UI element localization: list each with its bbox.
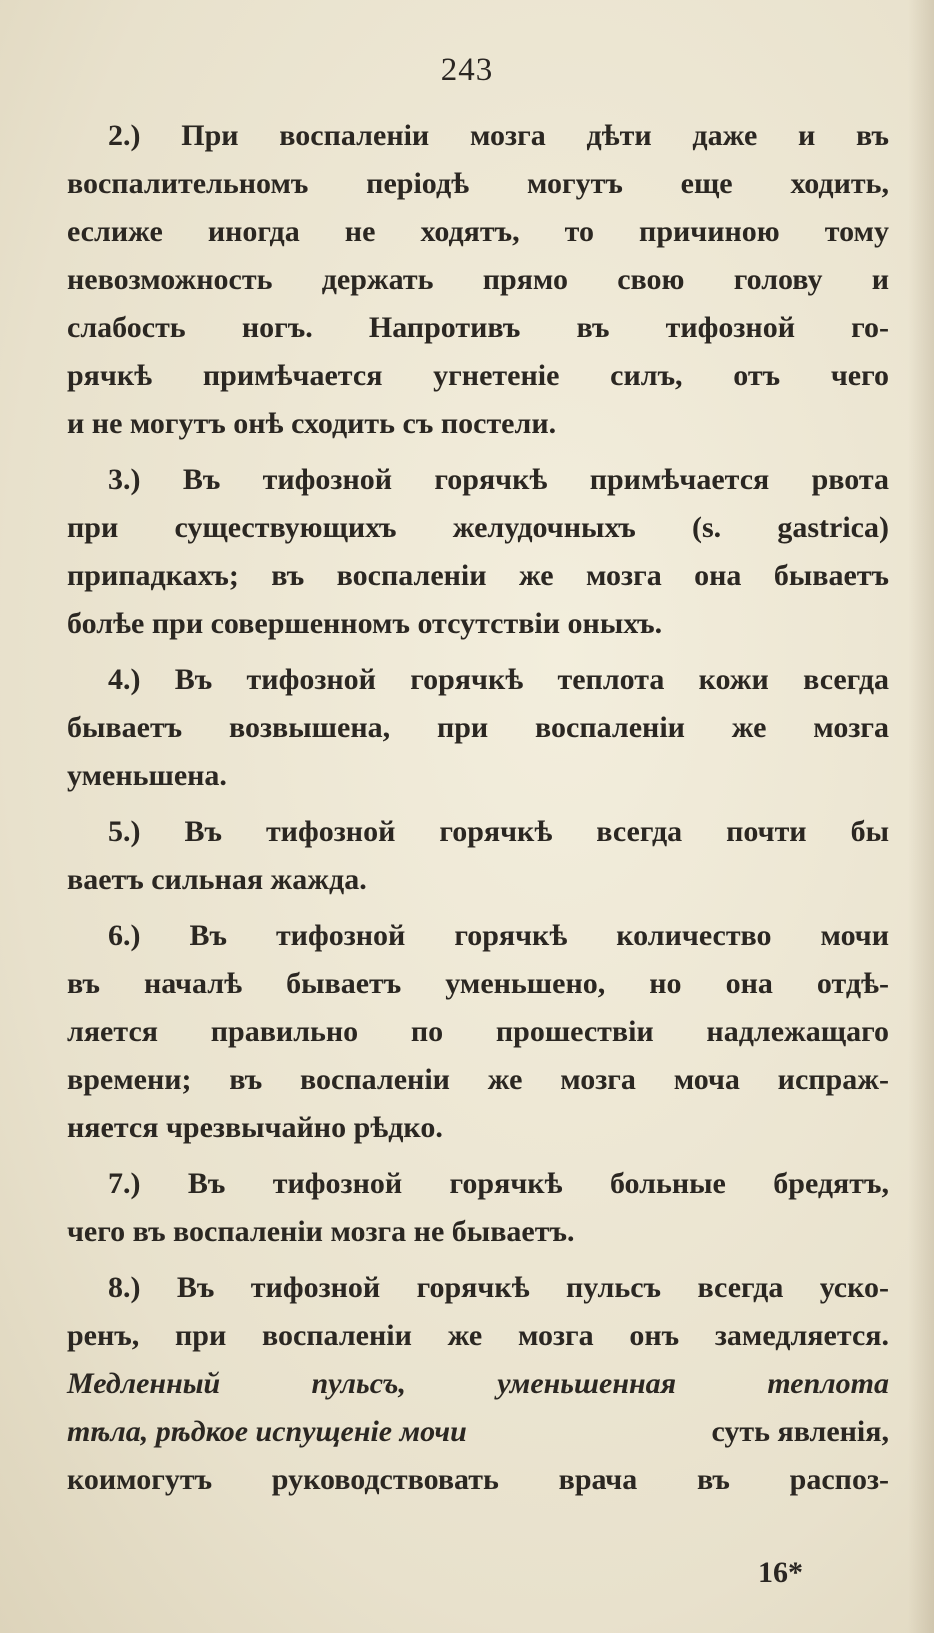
text-line: рячкѣ примѣчается угнетенiе силъ, отъ чего <box>67 359 889 392</box>
text-line: бываетъ возвышена, при воспаленiи же мозга <box>67 711 889 744</box>
text-line: воспалительномъ перiодѣ могутъ еще ходить, <box>67 167 889 200</box>
italic-phrase: тѣла, рѣдкое испущенiе мочи <box>67 1415 467 1448</box>
text-line: ляется правильно по прошествiи надлежащаго <box>67 1015 889 1048</box>
text-line: няется чрезвычайно рѣдко. <box>67 1111 443 1144</box>
text-line: 7.) Въ тифозной горячкѣ больные бредятъ, <box>108 1167 889 1200</box>
text-line: 4.) Въ тифозной горячкѣ теплота кожи всегда <box>108 663 889 696</box>
text-line: коимогутъ руководствовать врача въ распоз- <box>67 1463 889 1496</box>
text-line: въ началѣ бываетъ уменьшено, но она отдѣ- <box>67 967 889 1000</box>
text-line: 5.) Въ тифозной горячкѣ всегда почти бы <box>108 815 889 848</box>
text-line-mixed <box>67 1412 889 1452</box>
text-line: еслиже иногда не ходятъ, то причиною тому <box>67 215 889 248</box>
text-line: ваетъ сильная жажда. <box>67 863 367 896</box>
text-line: чего въ воспаленiи мозга не бываетъ. <box>67 1215 575 1248</box>
text-line: 6.) Въ тифозной горячкѣ количество мочи <box>108 919 889 952</box>
signature-mark: 16* <box>758 1556 803 1589</box>
text-line: 8.) Въ тифозной горячкѣ пульсъ всегда уско- <box>108 1271 889 1304</box>
text-line: времени; въ воспаленiи же мозга моча испраж- <box>67 1063 889 1096</box>
text-line: невозможность держать прямо свою голову и <box>67 263 889 296</box>
text-line: уменьшена. <box>67 759 227 792</box>
text-phrase: суть явленiя, <box>711 1415 889 1448</box>
text-line: припадкахъ; въ воспаленiи же мозга она бываетъ <box>67 559 889 592</box>
text-line: и не могутъ онѣ сходить съ постели. <box>67 407 557 440</box>
text-line: ренъ, при воспаленiи же мозга онъ замедляется. <box>67 1319 889 1352</box>
text-line: болѣе при совершенномъ отсутствiи оныхъ. <box>67 607 663 640</box>
text-line: слабость ногъ. Напротивъ въ тифозной го- <box>67 311 889 344</box>
text-line: 3.) Въ тифозной горячкѣ примѣчается рвота <box>108 463 889 496</box>
text-line: 2.) При воспаленiи мозга дѣти даже и въ <box>108 119 889 152</box>
page-edge-shadow <box>908 0 934 1633</box>
text-line: при существующихъ желудочныхъ (s. gastrica) <box>67 511 889 544</box>
page-number: 243 <box>440 52 494 88</box>
text-line-italic: Медленный пульсъ, уменьшенная теплота <box>67 1367 889 1400</box>
